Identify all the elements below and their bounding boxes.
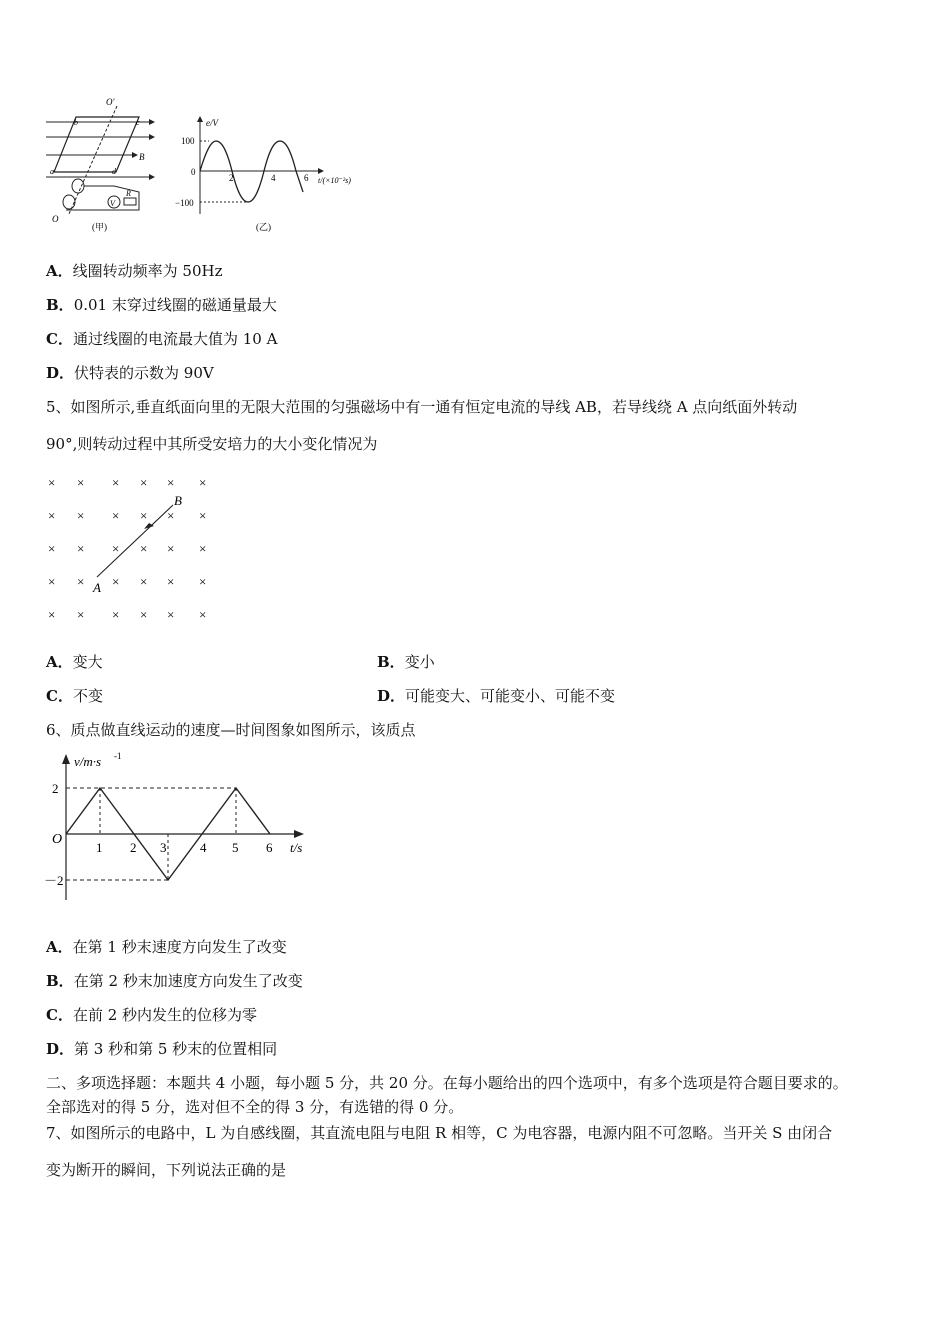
field-cross: × xyxy=(112,475,120,490)
x-tick-2: 2 xyxy=(130,840,137,855)
q6-option-a[interactable]: A．在第 1 秒末速度方向发生了改变 xyxy=(46,938,287,956)
figB-caption: (乙) xyxy=(256,222,271,232)
field-cross: × xyxy=(167,574,175,589)
velocity-time-graph xyxy=(40,748,320,908)
field-cross: × xyxy=(167,508,175,523)
field-cross: × xyxy=(77,541,85,556)
field-cross: × xyxy=(199,574,207,589)
field-cross: × xyxy=(48,475,56,490)
q5-option-d[interactable]: D．可能变大、可能变小、可能不变 xyxy=(377,687,616,705)
q6-stem: 6、质点做直线运动的速度—时间图象如图所示，该质点 xyxy=(46,721,416,739)
y-tick-100: 100 xyxy=(181,136,195,146)
field-cross: × xyxy=(77,508,85,523)
q6-option-c[interactable]: C．在前 2 秒内发生的位移为零 xyxy=(46,1006,258,1024)
emf-sine-graph xyxy=(172,114,362,239)
x-axis-label: t/s xyxy=(290,840,303,855)
corner-b-label: b xyxy=(74,118,78,127)
x-tick-1: 1 xyxy=(96,840,103,855)
x-tick-4: 4 xyxy=(200,840,207,855)
q6-option-b[interactable]: B．在第 2 秒末加速度方向发生了改变 xyxy=(46,972,303,990)
q4-option-a[interactable]: A．线圈转动频率为 50Hz xyxy=(46,262,223,280)
field-cross: × xyxy=(167,541,175,556)
y-tick-neg2: －2 xyxy=(44,873,64,888)
section2-heading-line1: 二、多项选择题：本题共 4 小题，每小题 5 分，共 20 分。在每小题给出的四个选项中，有多个选项是符合题目要求的。 xyxy=(46,1074,848,1092)
corner-a-label: a xyxy=(50,167,54,176)
y-axis-label-exponent: -1 xyxy=(114,751,122,761)
axis-bottom-label: O xyxy=(52,214,59,224)
field-cross: × xyxy=(167,607,175,622)
field-cross: × xyxy=(167,475,175,490)
field-cross: × xyxy=(199,475,207,490)
corner-d-label: d xyxy=(112,167,116,176)
field-cross: × xyxy=(112,574,120,589)
y-axis-label: v/m·s xyxy=(74,754,102,769)
field-cross: × xyxy=(112,607,120,622)
q5-option-b[interactable]: B．变小 xyxy=(377,653,435,671)
q5-option-a[interactable]: A．变大 xyxy=(46,653,103,671)
origin-label: O xyxy=(52,832,63,847)
x-tick-4: 4 xyxy=(271,173,276,183)
field-cross: × xyxy=(48,508,56,523)
figA-caption: (甲) xyxy=(92,222,107,232)
resistor-label: R xyxy=(126,189,131,198)
x-tick-3: 3 xyxy=(160,840,167,855)
field-cross: × xyxy=(48,541,56,556)
q4-option-d[interactable]: D．伏特表的示数为 90V xyxy=(46,364,214,382)
corner-c-label: c xyxy=(136,118,140,127)
field-cross: × xyxy=(199,508,207,523)
voltmeter-label: V xyxy=(110,199,115,208)
q5-stem-line1: 5、如图所示,垂直纸面向里的无限大范围的匀强磁场中有一通有恒定电流的导线 AB，若导线绕 A 点向纸面外转动 xyxy=(46,398,798,416)
field-cross: × xyxy=(140,541,148,556)
x-tick-6: 6 xyxy=(266,840,273,855)
q5-stem-line2: 90°,则转动过程中其所受安培力的大小变化情况为 xyxy=(46,435,378,453)
point-B-label: B xyxy=(174,493,182,508)
field-cross: × xyxy=(48,574,56,589)
x-tick-6: 6 xyxy=(304,173,309,183)
field-cross: × xyxy=(48,607,56,622)
field-cross: × xyxy=(140,607,148,622)
field-cross: × xyxy=(112,541,120,556)
field-cross: × xyxy=(199,541,207,556)
x-tick-5: 5 xyxy=(232,840,239,855)
point-A-label: A xyxy=(93,580,101,595)
y-tick-2: 2 xyxy=(52,781,59,796)
y-tick-neg100: −100 xyxy=(175,198,194,208)
field-cross: × xyxy=(77,574,85,589)
field-cross: × xyxy=(199,607,207,622)
x-tick-2: 2 xyxy=(229,173,234,183)
y-tick-0: 0 xyxy=(191,167,196,177)
q4-option-c[interactable]: C．通过线圈的电流最大值为 10 A xyxy=(46,330,278,348)
magnetic-field-figure xyxy=(40,465,230,625)
field-cross: × xyxy=(140,508,148,523)
section2-heading-line2: 全部选对的得 5 分，选对但不全的得 3 分，有选错的得 0 分。 xyxy=(46,1098,464,1116)
y-axis-label: e/V xyxy=(206,118,218,128)
q6-option-d[interactable]: D．第 3 秒和第 5 秒末的位置相同 xyxy=(46,1040,278,1058)
axis-top-label: O' xyxy=(106,97,115,107)
field-cross: × xyxy=(140,574,148,589)
q4-option-b[interactable]: B．0.01 末穿过线圈的磁通量最大 xyxy=(46,296,277,314)
generator-diagram xyxy=(44,92,174,237)
field-cross: × xyxy=(77,475,85,490)
q7-stem-line2: 变为断开的瞬间，下列说法正确的是 xyxy=(46,1161,287,1179)
x-axis-label: t/(×10⁻²s) xyxy=(318,176,351,185)
field-cross: × xyxy=(77,607,85,622)
q5-option-c[interactable]: C．不变 xyxy=(46,687,103,705)
field-B-label: B xyxy=(139,152,145,162)
field-cross: × xyxy=(112,508,120,523)
wire-AB xyxy=(97,505,173,577)
q7-stem-line1: 7、如图所示的电路中，L 为自感线圈，其直流电阻与电阻 R 相等，C 为电容器，电源内阻不可忽略。当开关 S 由闭合 xyxy=(46,1124,833,1142)
field-cross: × xyxy=(140,475,148,490)
